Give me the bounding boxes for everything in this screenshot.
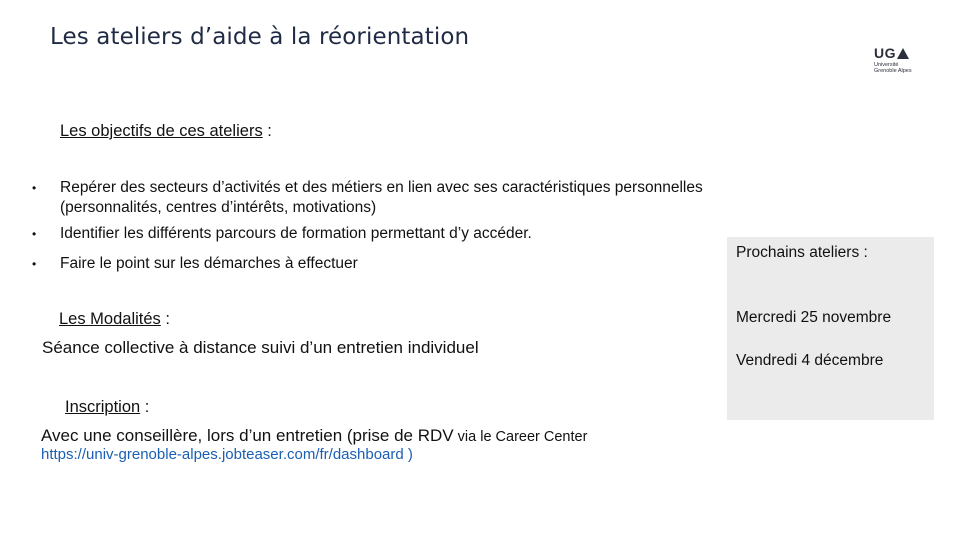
uga-logo: [874, 46, 926, 76]
page-title: Les ateliers d’aide à la réorientation: [50, 24, 470, 50]
list-item: • Faire le point sur les démarches à effectuer: [28, 254, 718, 274]
inscription-text-small: via le Career Center: [453, 429, 588, 445]
upcoming-sessions-panel: [727, 237, 934, 420]
logo-brand: UG: [874, 46, 926, 60]
list-item: • Identifier les différents parcours de formation permettant d’y accéder.: [28, 224, 718, 244]
inscription-heading-row: [65, 398, 149, 417]
list-item: • Repérer des secteurs d’activités et des métiers en lien avec ses caractéristiques personnelles (personnalités, centres d’intérêts, motivations): [28, 178, 718, 218]
modalites-text: Séance collective à distance suivi d’un entretien individuel: [42, 338, 479, 357]
jobteaser-link[interactable]: https://univ-grenoble-alpes.jobteaser.com/fr/dashboard ): [41, 446, 413, 463]
session-date: Vendredi 4 décembre: [736, 352, 884, 369]
objectifs-heading-row: [60, 122, 272, 141]
modalites-heading: Les Modalités: [59, 310, 161, 328]
objectifs-list: [28, 178, 718, 280]
objectifs-heading: Les objectifs de ces ateliers: [60, 122, 263, 140]
modalites-heading-row: [59, 310, 170, 329]
objectifs-colon: :: [262, 122, 272, 140]
logo-line1: Université: [874, 62, 899, 68]
logo-line2: Grenoble Alpes: [874, 68, 912, 74]
modalites-colon: :: [160, 310, 170, 328]
session-date: Mercredi 25 novembre: [736, 309, 892, 326]
panel-heading: Prochains ateliers :: [736, 244, 868, 261]
inscription-text: [41, 426, 587, 446]
inscription-colon: :: [140, 398, 150, 416]
inscription-text-main: Avec une conseillère, lors d’un entretien (prise de RDV: [41, 426, 454, 445]
inscription-heading: Inscription: [65, 398, 141, 416]
